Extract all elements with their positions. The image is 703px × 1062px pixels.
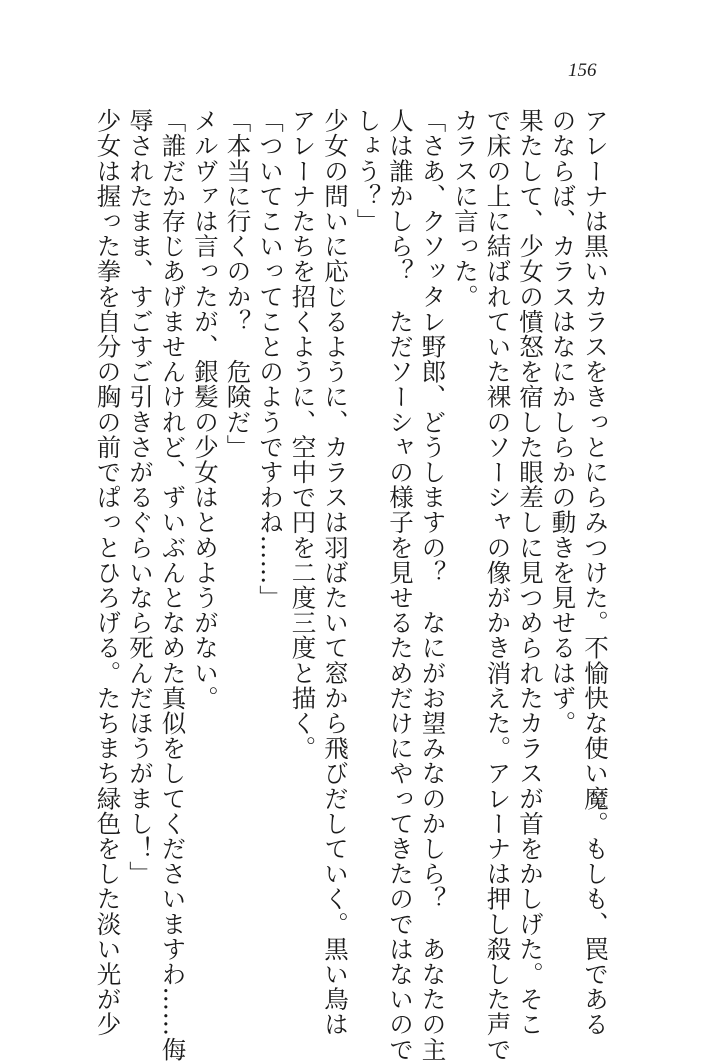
text-line: 人は誰かしら？ ただソーシャの様子を見せるためだけにやってきたのではないので — [386, 108, 415, 1062]
text-line: メルヴァは言ったが、銀髪の少女はとめようがない。 — [191, 108, 220, 711]
text-line: カラスに言った。 — [451, 108, 480, 309]
text-line: 「ついてこいってことのようですわね……」 — [256, 108, 285, 610]
text-line: アレーナは黒いカラスをきっとにらみつけた。不愉快な使い魔。もしも、罠である — [581, 108, 610, 1037]
page-number: 156 — [568, 60, 597, 81]
text-line: のならば、カラスはなにかしらかの動きを見せるはず。 — [548, 108, 578, 736]
vertical-text-body — [91, 108, 611, 1062]
text-line: 「さあ、クソッタレ野郎、どうしますの？ なにがお望みなのかしら？ あなたの主 — [418, 108, 448, 1062]
text-line: で床の上に結ばれていた裸のソーシャの像がかき消えた。アレーナは押し殺した声で — [483, 108, 513, 1062]
text-line: しょう？」 — [353, 108, 383, 234]
text-line: 果たして、少女の憤怒を宿した眼差しに見つめられたカラスが首をかしげた。そこ — [516, 108, 545, 1037]
text-line: 「本当に行くのか？ 危険だ」 — [223, 108, 253, 460]
text-line: 少女は握った拳を自分の胸の前でぱっとひろげる。たちまち緑色をした淡い光が少 — [93, 108, 123, 1037]
text-line: アレーナたちを招くように、空中で円を二度三度と描く。 — [288, 108, 318, 761]
text-line: 「誰だか存じあげませんけれど、ずいぶんとなめた真似をしてくださいますわ……侮 — [158, 108, 188, 1062]
text-line: 辱されたまま、すごすご引きさがるぐらいなら死んだほうがまし！」 — [126, 108, 155, 887]
text-line: 少女の問いに応じるように、カラスは羽ばたいて窓から飛びだしていく。黒い鳥は — [321, 108, 350, 1037]
